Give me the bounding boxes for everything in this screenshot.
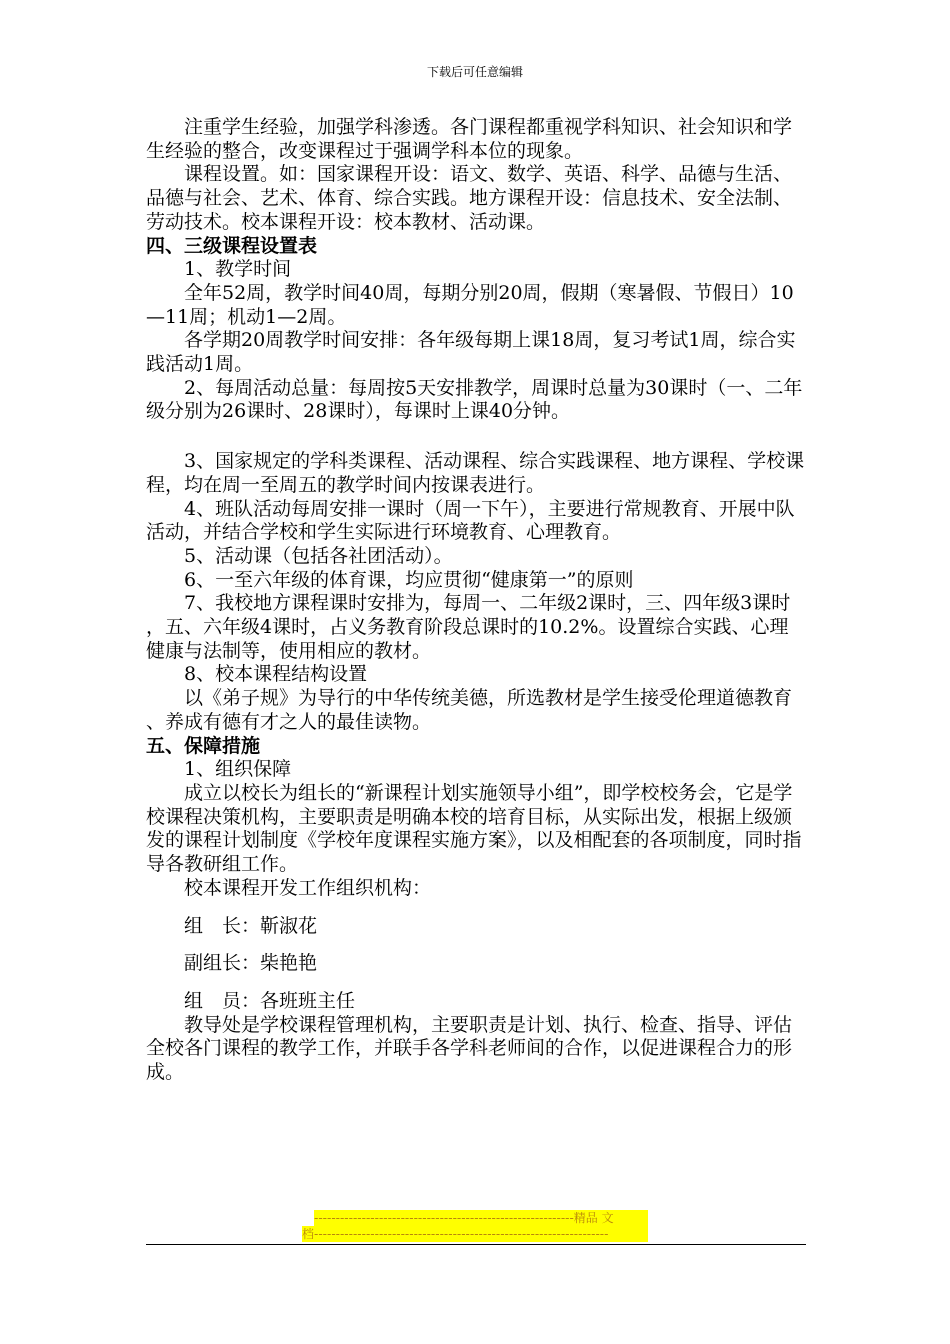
paragraph: 7、我校地方课程课时安排为，每周一、二年级2课时，三、四年级3课时，五、六年级4课时，占义务教育阶段总课时的10.2%。设置综合实践、心理健康与法制等，使用相应的教材。 bbox=[146, 592, 791, 662]
footer-watermark bbox=[302, 1210, 648, 1242]
footer-line-2: 档-------------------------------------------------------------------- bbox=[302, 1226, 648, 1242]
paragraph: 5、活动课（包括各社团活动）。 bbox=[184, 544, 453, 567]
paragraph: 注重学生经验，加强学科渗透。各门课程都重视学科知识、社会知识和学生经验的整合，改变课程过于强调学科本位的现象。 bbox=[146, 116, 793, 162]
paragraph: 4、班队活动每周安排一课时（周一下午），主要进行常规教育、开展中队活动，并结合学校和学生实际进行环境教育、心理教育。 bbox=[146, 497, 795, 544]
spacer bbox=[146, 424, 806, 450]
section-heading-5: 五、保障措施 bbox=[146, 734, 261, 757]
staff-members: 组 员：各班班主任 bbox=[184, 989, 356, 1012]
paragraph: 1、教学时间 bbox=[184, 258, 292, 281]
paragraph: 各学期20周教学时间安排：各年级每期上课18周，复习考试1周，综合实践活动1周。 bbox=[146, 329, 796, 376]
paragraph: 教导处是学校课程管理机构，主要职责是计划、执行、检查、指导、评估全校各门课程的教学工作，并联手各学科老师间的合作，以促进课程合力的形成。 bbox=[146, 1013, 793, 1084]
paragraph: 全年52周，教学时间40周，每期分别20周，假期（寒暑假、节假日）10—11周；机动1—2周。 bbox=[146, 281, 794, 328]
staff-leader: 组 长：靳淑花 bbox=[184, 914, 318, 937]
page-header: 下载后可任意编辑 bbox=[426, 65, 523, 79]
footer-line-1: ------------------------------------------------------------精品 文 bbox=[314, 1210, 648, 1226]
footer-divider bbox=[146, 1244, 806, 1245]
paragraph: 8、校本课程结构设置 bbox=[184, 663, 368, 686]
document-body bbox=[146, 116, 806, 1085]
paragraph: 1、组织保障 bbox=[184, 758, 292, 781]
paragraph: 以《弟子规》为导行的中华传统美德，所选教材是学生接受伦理道德教育、养成有德有才之人的最佳读物。 bbox=[146, 687, 793, 733]
staff-deputy: 副组长：柴艳艳 bbox=[184, 952, 318, 975]
paragraph: 2、每周活动总量：每周按5天安排教学，周课时总量为30课时（一、二年级分别为26课时、28课时），每课时上课40分钟。 bbox=[146, 376, 803, 423]
paragraph: 6、一至六年级的体育课，均应贯彻“健康第一”的原则 bbox=[184, 568, 634, 591]
section-heading-4: 四、三级课程设置表 bbox=[146, 234, 318, 257]
paragraph: 校本课程开发工作组织机构： bbox=[184, 876, 432, 899]
paragraph: 成立以校长为组长的“新课程计划实施领导小组”，即学校校务会，它是学校课程决策机构，主要职责是明确本校的培育目标，从实际出发，根据上级颁发的课程计划制度《学校年度课程实施方案》，以及相配套的各项制度，同时指导各教研组工作。 bbox=[146, 781, 802, 876]
paragraph: 3、国家规定的学科类课程、活动课程、综合实践课程、地方课程、学校课程，均在周一至周五的教学时间内按课表进行。 bbox=[146, 450, 805, 496]
paragraph: 课程设置。如：国家课程开设：语文、数学、英语、科学、品德与生活、品德与社会、艺术、体育、综合实践。地方课程开设：信息技术、安全法制、劳动技术。校本课程开设：校本教材、活动课。 bbox=[146, 163, 793, 233]
